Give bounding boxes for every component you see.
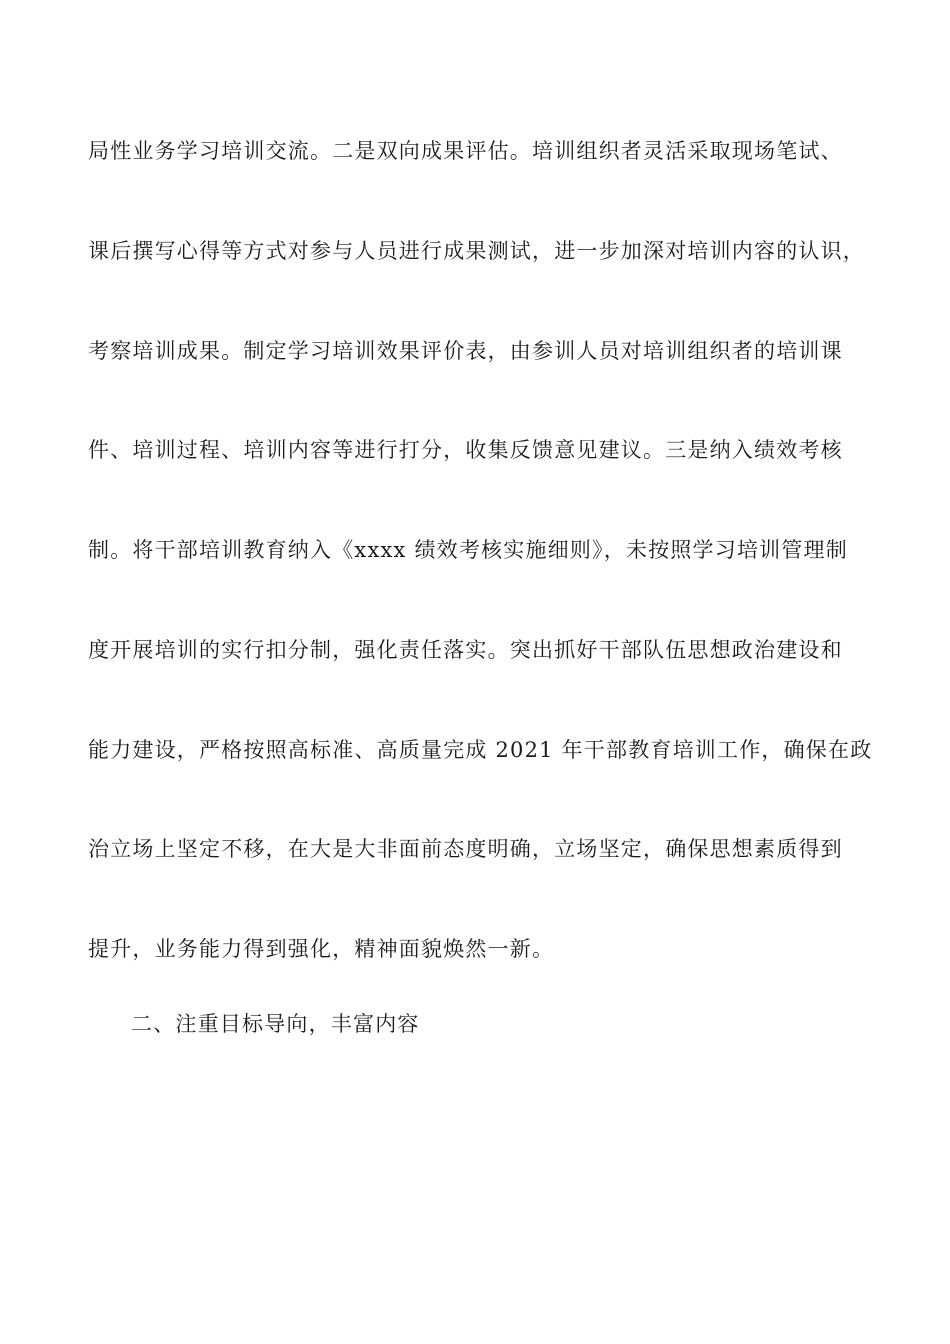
paragraph-line-9: 提升，业务能力得到强化，精神面貌焕然一新。 — [88, 937, 555, 961]
paragraph-line-6: 度开展培训的实行扣分制，强化责任落实。突出抓好干部队伍思想政治建设和 — [88, 638, 843, 662]
paragraph-line-4: 件、培训过程、培训内容等进行打分，收集反馈意见建议。三是纳入绩效考核 — [88, 438, 843, 462]
paragraph-line-2: 课后撰写心得等方式对参与人员进行成果测试，进一步加深对培训内容的认识， — [88, 239, 865, 263]
paragraph-line-3: 考察培训成果。制定学习培训效果评价表，由参训人员对培训组织者的培训课 — [88, 339, 843, 363]
section-heading: 二、注重目标导向，丰富内容 — [131, 1012, 420, 1036]
paragraph-line-7: 能力建设，严格按照高标准、高质量完成 2021 年干部教育培训工作，确保在政 — [88, 738, 873, 762]
paragraph-line-8: 治立场上坚定不移，在大是大非面前态度明确，立场坚定，确保思想素质得到 — [88, 837, 843, 861]
paragraph-line-5: 制。将干部培训教育纳入《xxxx 绩效考核实施细则》，未按照学习培训管理制 — [88, 538, 848, 562]
paragraph-line-1: 局性业务学习培训交流。二是双向成果评估。培训组织者灵活采取现场笔试、 — [88, 139, 843, 163]
